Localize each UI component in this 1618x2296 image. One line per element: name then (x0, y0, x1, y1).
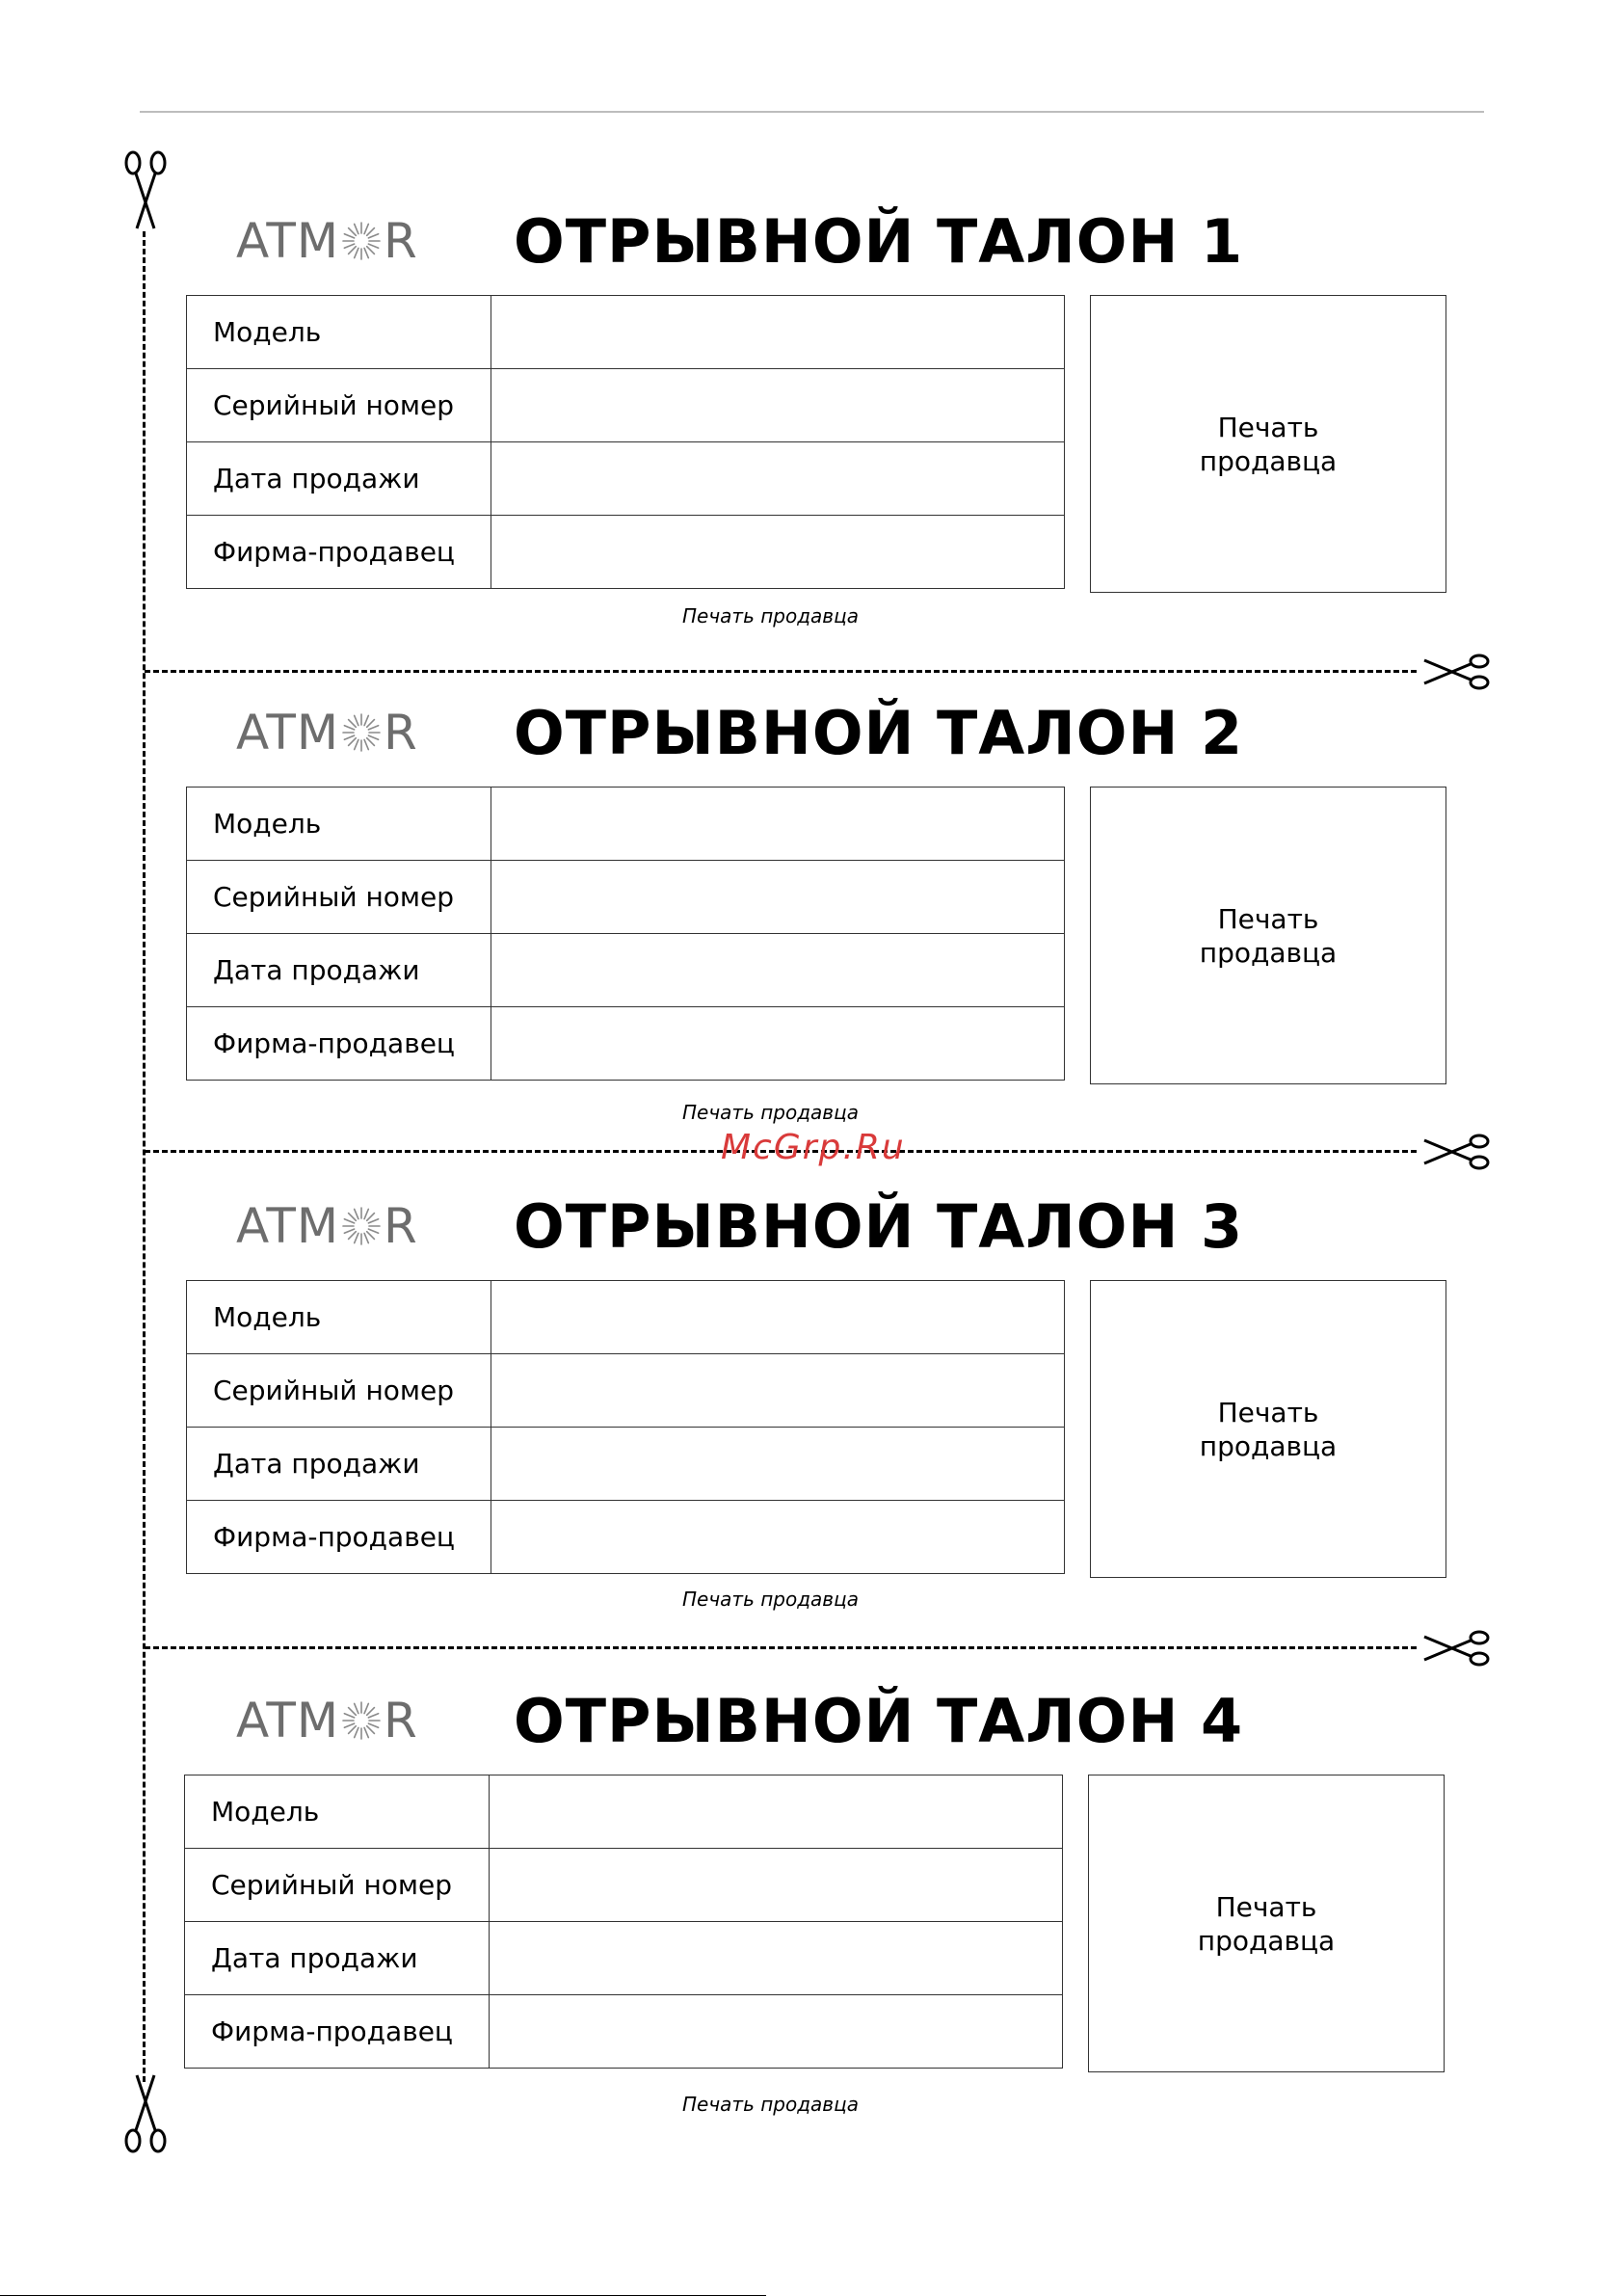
field-value-seller[interactable] (490, 1995, 1063, 2069)
logo-text-left: ATM (236, 705, 340, 761)
coupon-title: ОТРЫВНОЙ ТАЛОН 4 (514, 1686, 1244, 1756)
stamp-label-line1: Печать (1217, 902, 1319, 935)
field-label-serial: Серийный номер (187, 369, 491, 442)
stamp-label-line2: продавца (1197, 1924, 1336, 1957)
stamp-label-line1: Печать (1215, 1890, 1317, 1923)
field-label-serial: Серийный номер (185, 1849, 490, 1922)
sunburst-icon (341, 1700, 382, 1741)
field-label-sale-date: Дата продажи (187, 934, 491, 1007)
seller-stamp-box (1090, 295, 1446, 593)
field-label-model: Модель (187, 296, 491, 369)
seller-stamp-caption: Печать продавца (682, 1588, 859, 1611)
field-value-sale-date[interactable] (490, 1922, 1063, 1995)
brand-logo (236, 212, 418, 270)
stamp-label-line2: продавца (1199, 1429, 1338, 1462)
table-row (187, 1281, 1065, 1354)
field-label-sale-date: Дата продажи (187, 1428, 491, 1501)
field-label-seller: Фирма-продавец (185, 1995, 490, 2069)
field-value-model[interactable] (491, 296, 1065, 369)
table-row (187, 296, 1065, 369)
watermark: McGrp.Ru (721, 1128, 906, 1167)
table-row (185, 1775, 1063, 1849)
field-value-model[interactable] (491, 1281, 1065, 1354)
coupon-1 (0, 206, 1618, 704)
field-value-seller[interactable] (491, 1007, 1065, 1081)
table-row (185, 1849, 1063, 1922)
table-row (187, 1354, 1065, 1428)
coupon-2 (0, 698, 1618, 1195)
field-label-seller: Фирма-продавец (187, 1501, 491, 1574)
field-label-seller: Фирма-продавец (187, 1007, 491, 1081)
table-row (187, 1501, 1065, 1574)
field-label-seller: Фирма-продавец (187, 516, 491, 589)
coupon-4 (0, 1686, 1618, 2183)
table-row (187, 934, 1065, 1007)
sunburst-icon (341, 1206, 382, 1246)
brand-logo (236, 1692, 418, 1749)
field-value-serial[interactable] (491, 1354, 1065, 1428)
seller-stamp-caption: Печать продавца (682, 604, 859, 627)
logo-text-right: R (384, 705, 418, 761)
brand-logo (236, 704, 418, 761)
field-label-sale-date: Дата продажи (187, 442, 491, 516)
coupon-title: ОТРЫВНОЙ ТАЛОН 3 (514, 1191, 1244, 1262)
field-value-serial[interactable] (491, 861, 1065, 934)
logo-text-left: ATM (236, 1198, 340, 1254)
seller-stamp-box (1088, 1775, 1445, 2072)
top-divider (140, 111, 1484, 113)
table-row (187, 442, 1065, 516)
field-value-sale-date[interactable] (491, 934, 1065, 1007)
field-value-model[interactable] (491, 788, 1065, 861)
stamp-label-line1: Печать (1217, 411, 1319, 443)
coupon-3 (0, 1191, 1618, 1689)
stamp-label-line2: продавца (1199, 936, 1338, 969)
field-label-sale-date: Дата продажи (185, 1922, 490, 1995)
field-value-serial[interactable] (490, 1849, 1063, 1922)
stamp-label-line2: продавца (1199, 444, 1338, 477)
table-row (187, 516, 1065, 589)
seller-stamp-box (1090, 1280, 1446, 1578)
seller-stamp-caption: Печать продавца (682, 2093, 859, 2116)
field-value-sale-date[interactable] (491, 1428, 1065, 1501)
coupon-fields-table (186, 1280, 1065, 1574)
field-value-serial[interactable] (491, 369, 1065, 442)
table-row (187, 1428, 1065, 1501)
stamp-label-line1: Печать (1217, 1396, 1319, 1428)
table-row (187, 369, 1065, 442)
brand-logo (236, 1197, 418, 1255)
coupon-fields-table (186, 295, 1065, 589)
field-value-sale-date[interactable] (491, 442, 1065, 516)
field-value-seller[interactable] (491, 516, 1065, 589)
field-value-seller[interactable] (491, 1501, 1065, 1574)
sunburst-icon (341, 221, 382, 261)
table-row (185, 1995, 1063, 2069)
seller-stamp-caption: Печать продавца (682, 1101, 859, 1124)
logo-text-right: R (384, 1693, 418, 1749)
field-value-model[interactable] (490, 1775, 1063, 1849)
table-row (187, 788, 1065, 861)
table-row (187, 861, 1065, 934)
coupon-fields-table (186, 787, 1065, 1081)
field-label-serial: Серийный номер (187, 1354, 491, 1428)
coupon-fields-table (184, 1775, 1063, 2069)
table-row (187, 1007, 1065, 1081)
logo-text-left: ATM (236, 1693, 340, 1749)
field-label-model: Модель (187, 788, 491, 861)
logo-text-left: ATM (236, 213, 340, 269)
coupon-title: ОТРЫВНОЙ ТАЛОН 1 (514, 206, 1244, 277)
table-row (185, 1922, 1063, 1995)
sunburst-icon (341, 712, 382, 753)
seller-stamp-box (1090, 787, 1446, 1084)
logo-text-right: R (384, 1198, 418, 1254)
coupon-title: ОТРЫВНОЙ ТАЛОН 2 (514, 698, 1244, 768)
field-label-model: Модель (187, 1281, 491, 1354)
field-label-model: Модель (185, 1775, 490, 1849)
logo-text-right: R (384, 213, 418, 269)
field-label-serial: Серийный номер (187, 861, 491, 934)
